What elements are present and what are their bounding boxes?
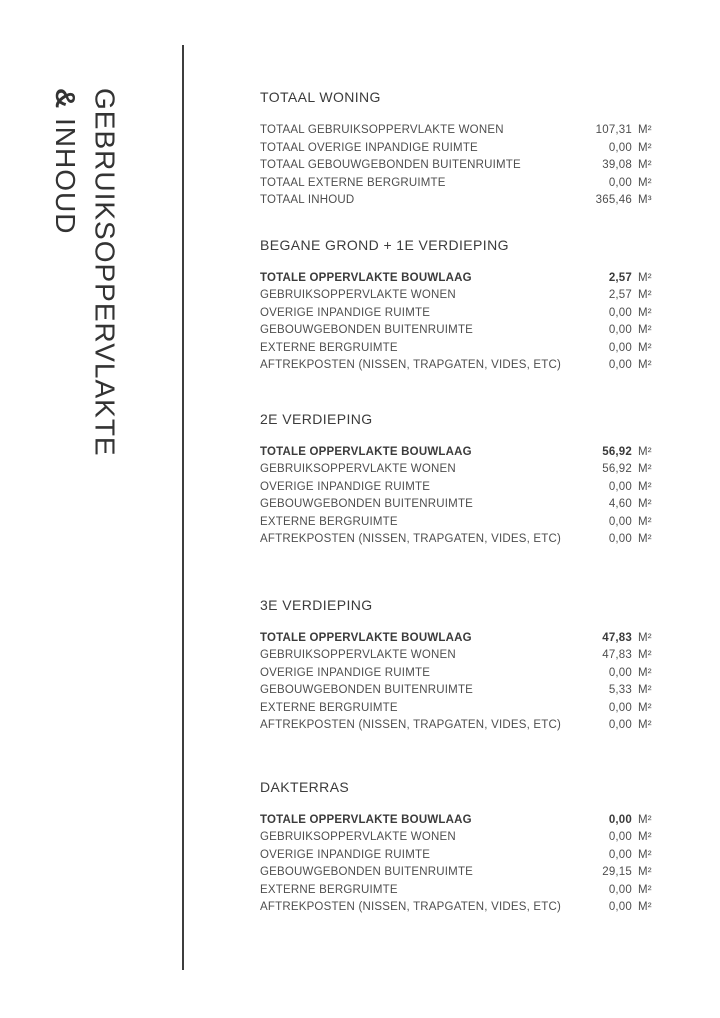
table-row xyxy=(260,305,658,323)
row-label: GEBRUIKSOPPERVLAKTE WONEN xyxy=(260,649,456,661)
title-line-2 xyxy=(46,88,85,457)
table-row xyxy=(260,175,658,193)
row-label: OVERIGE INPANDIGE RUIMTE xyxy=(260,848,431,861)
row-value: 47,83 xyxy=(602,631,632,644)
table-row xyxy=(260,531,658,549)
row-value: 0,00 xyxy=(608,883,632,896)
row-value: 5,33 xyxy=(608,684,632,696)
row-label: OVERIGE INPANDIGE RUIMTE xyxy=(260,480,431,493)
row-label: EXTERNE BERGRUIMTE xyxy=(260,883,398,896)
row-value: 2,57 xyxy=(608,289,632,301)
table-row xyxy=(260,882,658,900)
row-label: TOTAAL INHOUD xyxy=(260,194,355,206)
content xyxy=(260,88,658,917)
row-value: 0,00 xyxy=(608,901,632,913)
row-unit: M² xyxy=(638,480,652,493)
row-unit: M² xyxy=(638,649,652,661)
row-value: 56,92 xyxy=(602,445,632,458)
row-unit: M² xyxy=(638,831,652,843)
table-row xyxy=(260,357,658,375)
row-label: AFTREKPOSTEN (NISSEN, TRAPGATEN, VIDES, ETC) xyxy=(260,359,562,371)
table-row xyxy=(260,812,658,830)
row-label: GEBOUWGEBONDEN BUITENRUIMTE xyxy=(260,866,474,878)
row-value: 2,57 xyxy=(608,271,632,284)
row-value: 0,00 xyxy=(608,341,632,354)
row-unit: M² xyxy=(638,684,652,696)
section-rows xyxy=(260,270,658,375)
table-row xyxy=(260,270,658,288)
section xyxy=(260,778,658,917)
row-unit: M² xyxy=(638,445,652,458)
row-unit: M² xyxy=(638,463,652,475)
row-label: TOTALE OPPERVLAKTE BOUWLAAG xyxy=(260,271,472,284)
row-unit: M² xyxy=(638,159,652,171)
row-label: EXTERNE BERGRUIMTE xyxy=(260,515,398,528)
table-row xyxy=(260,514,658,532)
section-rows xyxy=(260,812,658,917)
row-value: 0,00 xyxy=(608,666,632,679)
row-unit: M² xyxy=(638,901,652,913)
row-unit: M² xyxy=(638,866,652,878)
vertical-title xyxy=(46,88,124,457)
row-value: 0,00 xyxy=(608,813,632,826)
row-unit: M² xyxy=(638,533,652,545)
table-row xyxy=(260,630,658,648)
row-label: GEBOUWGEBONDEN BUITENRUIMTE xyxy=(260,324,474,336)
row-label: TOTALE OPPERVLAKTE BOUWLAAG xyxy=(260,631,472,644)
row-unit: M² xyxy=(638,701,652,714)
table-row xyxy=(260,647,658,665)
row-unit: M² xyxy=(638,141,652,154)
row-label: GEBOUWGEBONDEN BUITENRUIMTE xyxy=(260,498,474,510)
row-value: 47,83 xyxy=(602,649,632,661)
row-label: OVERIGE INPANDIGE RUIMTE xyxy=(260,666,431,679)
row-value: 0,00 xyxy=(608,719,632,731)
row-value: 0,00 xyxy=(608,515,632,528)
table-row xyxy=(260,444,658,462)
title-line-1: GEBRUIKSOPPERVLAKTE xyxy=(89,88,121,457)
row-label: TOTAAL OVERIGE INPANDIGE RUIMTE xyxy=(260,141,478,154)
table-row xyxy=(260,122,658,140)
table-row xyxy=(260,700,658,718)
row-unit: M² xyxy=(638,498,652,510)
section-heading: DAKTERRAS xyxy=(260,778,350,795)
row-label: AFTREKPOSTEN (NISSEN, TRAPGATEN, VIDES, ETC) xyxy=(260,533,562,545)
row-unit: M³ xyxy=(638,194,652,206)
row-unit: M² xyxy=(638,271,652,284)
table-row xyxy=(260,717,658,735)
row-value: 0,00 xyxy=(608,533,632,545)
row-label: TOTAAL GEBOUWGEBONDEN BUITENRUIMTE xyxy=(260,159,521,171)
section xyxy=(260,88,658,210)
row-label: GEBRUIKSOPPERVLAKTE WONEN xyxy=(260,289,456,301)
section-heading: BEGANE GROND + 1E VERDIEPING xyxy=(260,236,509,253)
row-unit: M² xyxy=(638,306,652,319)
row-value: 0,00 xyxy=(608,831,632,843)
section-heading: TOTAAL WONING xyxy=(260,89,381,105)
table-row xyxy=(260,322,658,340)
table-row xyxy=(260,899,658,917)
row-label: GEBOUWGEBONDEN BUITENRUIMTE xyxy=(260,684,474,696)
table-row xyxy=(260,140,658,158)
row-label: TOTALE OPPERVLAKTE BOUWLAAG xyxy=(260,445,472,458)
table-row xyxy=(260,682,658,700)
section xyxy=(260,410,658,549)
table-row xyxy=(260,479,658,497)
row-unit: M² xyxy=(638,813,652,826)
row-value: 0,00 xyxy=(608,324,632,336)
section-rows xyxy=(260,122,658,210)
row-unit: M² xyxy=(638,359,652,371)
section-heading: 2E VERDIEPING xyxy=(260,410,373,427)
table-row xyxy=(260,157,658,175)
row-unit: M² xyxy=(638,848,652,861)
row-unit: M² xyxy=(638,324,652,336)
vertical-divider xyxy=(182,45,184,970)
ampersand: & xyxy=(50,88,82,110)
row-unit: M² xyxy=(638,515,652,528)
table-row xyxy=(260,340,658,358)
row-label: TOTAAL GEBRUIKSOPPERVLAKTE WONEN xyxy=(260,124,504,136)
section xyxy=(260,596,658,735)
row-unit: M² xyxy=(638,124,652,136)
row-value: 365,46 xyxy=(595,194,632,206)
row-unit: M² xyxy=(638,666,652,679)
row-label: GEBRUIKSOPPERVLAKTE WONEN xyxy=(260,831,456,843)
row-value: 0,00 xyxy=(608,701,632,714)
row-value: 4,60 xyxy=(608,498,632,510)
table-row xyxy=(260,847,658,865)
row-value: 0,00 xyxy=(608,848,632,861)
section xyxy=(260,236,658,375)
table-row xyxy=(260,864,658,882)
row-value: 29,15 xyxy=(602,866,632,878)
table-row xyxy=(260,192,658,210)
row-label: OVERIGE INPANDIGE RUIMTE xyxy=(260,306,431,319)
row-unit: M² xyxy=(638,289,652,301)
table-row xyxy=(260,665,658,683)
row-value: 0,00 xyxy=(608,176,632,189)
title-line-2-text: INHOUD xyxy=(50,118,82,235)
row-label: AFTREKPOSTEN (NISSEN, TRAPGATEN, VIDES, ETC) xyxy=(260,901,562,913)
row-value: 0,00 xyxy=(608,359,632,371)
row-label: TOTAAL EXTERNE BERGRUIMTE xyxy=(260,176,446,189)
row-unit: M² xyxy=(638,631,652,644)
section-rows xyxy=(260,444,658,549)
row-value: 107,31 xyxy=(595,124,632,136)
row-value: 0,00 xyxy=(608,480,632,493)
row-value: 0,00 xyxy=(608,141,632,154)
row-label: AFTREKPOSTEN (NISSEN, TRAPGATEN, VIDES, ETC) xyxy=(260,719,562,731)
row-value: 56,92 xyxy=(602,463,632,475)
section-heading: 3E VERDIEPING xyxy=(260,596,373,613)
row-value: 0,00 xyxy=(608,306,632,319)
row-label: TOTALE OPPERVLAKTE BOUWLAAG xyxy=(260,813,472,826)
row-value: 39,08 xyxy=(602,159,632,171)
row-label: EXTERNE BERGRUIMTE xyxy=(260,701,398,714)
row-label: EXTERNE BERGRUIMTE xyxy=(260,341,398,354)
row-unit: M² xyxy=(638,176,652,189)
row-unit: M² xyxy=(638,883,652,896)
row-unit: M² xyxy=(638,719,652,731)
table-row xyxy=(260,496,658,514)
table-row xyxy=(260,829,658,847)
table-row xyxy=(260,287,658,305)
row-label: GEBRUIKSOPPERVLAKTE WONEN xyxy=(260,463,456,475)
table-row xyxy=(260,461,658,479)
section-rows xyxy=(260,630,658,735)
row-unit: M² xyxy=(638,341,652,354)
